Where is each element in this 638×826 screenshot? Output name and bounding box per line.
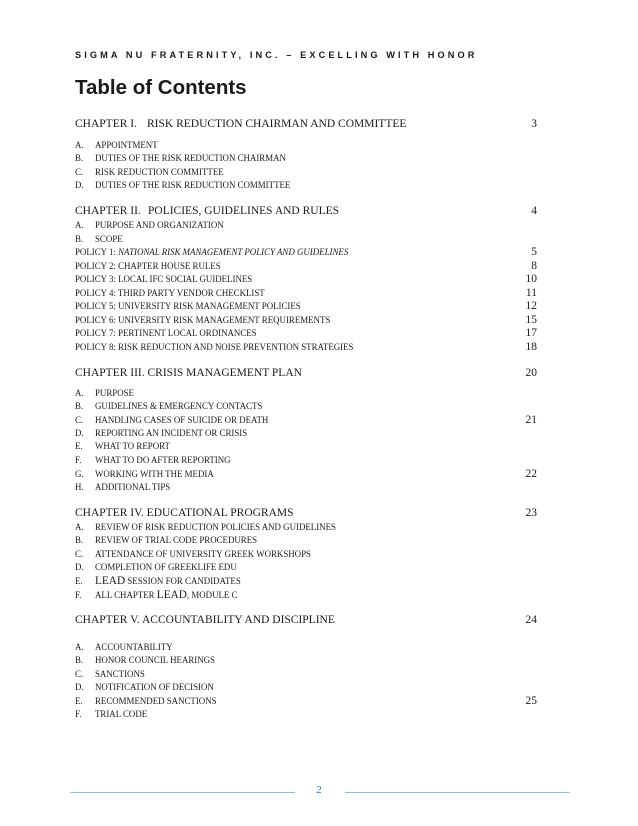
toc-item[interactable] xyxy=(75,682,537,692)
item-letter: A. xyxy=(75,522,84,532)
policy-text: NATIONAL RISK MANAGEMENT POLICY AND GUIDELINES xyxy=(118,247,349,257)
page-number: 10 xyxy=(525,273,537,285)
item-text: REVIEW OF TRIAL CODE PROCEDURES xyxy=(95,535,258,545)
item-text-caps: LEAD xyxy=(156,589,187,601)
toc-item[interactable] xyxy=(75,549,537,559)
toc-item[interactable] xyxy=(75,441,537,451)
item-text: SCOPE xyxy=(95,234,123,244)
item-letter: C. xyxy=(75,415,84,425)
toc-item[interactable] xyxy=(75,388,537,398)
page-number: 22 xyxy=(525,468,537,480)
policy-label: POLICY 4: xyxy=(75,288,116,298)
item-letter: F. xyxy=(75,455,82,465)
policy-text: CHAPTER HOUSE RULES xyxy=(118,261,221,271)
page-number: 17 xyxy=(525,327,537,339)
item-letter: C. xyxy=(75,549,84,559)
page-number: 3 xyxy=(531,118,537,130)
toc-item[interactable] xyxy=(75,655,537,665)
policy-label: POLICY 6: xyxy=(75,315,116,325)
chapter-heading: CHAPTER III. CRISIS MANAGEMENT PLAN xyxy=(75,367,302,379)
page-number: 20 xyxy=(525,367,537,379)
toc-item[interactable] xyxy=(75,140,537,150)
page-number: 15 xyxy=(525,314,537,326)
item-letter: E. xyxy=(75,576,83,586)
item-letter: D. xyxy=(75,180,84,190)
item-letter: B. xyxy=(75,153,84,163)
item-letter: E. xyxy=(75,696,83,706)
toc-chapter-1[interactable] xyxy=(75,118,537,130)
item-text: COMPLETION OF GREEKLIFE EDU xyxy=(95,562,237,572)
page-number: 23 xyxy=(525,507,537,519)
toc-item[interactable] xyxy=(75,522,537,532)
toc-item[interactable] xyxy=(75,695,537,707)
toc-policy[interactable] xyxy=(75,300,537,312)
policy-text: UNIVERSITY RISK MANAGEMENT POLICIES xyxy=(118,301,301,311)
item-text: RISK REDUCTION COMMITTEE xyxy=(95,167,224,177)
policy-label: POLICY 3: xyxy=(75,274,116,284)
item-text: ALL CHAPTER xyxy=(95,590,157,600)
item-letter: E. xyxy=(75,441,83,451)
item-text: ADDITIONAL TIPS xyxy=(95,482,171,492)
toc-item[interactable] xyxy=(75,180,537,190)
item-text: WORKING WITH THE MEDIA xyxy=(95,469,214,479)
item-text: DUTIES OF THE RISK REDUCTION CHAIRMAN xyxy=(95,153,286,163)
toc-item[interactable] xyxy=(75,468,537,480)
item-letter: D. xyxy=(75,562,84,572)
chapter-title: RISK REDUCTION CHAIRMAN AND COMMITTEE xyxy=(147,118,407,130)
running-header: SIGMA NU FRATERNITY, INC. – EXCELLING WITH HONOR xyxy=(75,50,478,60)
toc-item[interactable] xyxy=(75,414,537,426)
page-number: 4 xyxy=(531,205,537,217)
item-text: WHAT TO DO AFTER REPORTING xyxy=(95,455,231,465)
item-text: PURPOSE AND ORGANIZATION xyxy=(95,220,224,230)
toc-policy[interactable] xyxy=(75,260,537,272)
footer-page-number: 2 xyxy=(316,784,322,796)
toc-policy[interactable] xyxy=(75,246,537,258)
footer-rule-left xyxy=(70,792,295,793)
item-letter: A. xyxy=(75,388,84,398)
item-text: REVIEW OF RISK REDUCTION POLICIES AND GUIDELINES xyxy=(95,522,336,532)
toc-chapter-3[interactable] xyxy=(75,367,537,379)
item-letter: C. xyxy=(75,167,84,177)
item-text: HONOR COUNCIL HEARINGS xyxy=(95,655,215,665)
toc-item[interactable] xyxy=(75,234,537,244)
toc-policy[interactable] xyxy=(75,314,537,326)
toc-chapter-2[interactable] xyxy=(75,205,537,217)
toc-item[interactable] xyxy=(75,669,537,679)
item-text-after: , MODULE C xyxy=(186,590,238,600)
item-text: REPORTING AN INCIDENT OR CRISIS xyxy=(95,428,248,438)
toc-item[interactable] xyxy=(75,428,537,438)
item-text: NOTIFICATION OF DECISION xyxy=(95,682,214,692)
page-number: 5 xyxy=(531,246,537,258)
toc-item[interactable] xyxy=(75,401,537,411)
toc-chapter-5[interactable] xyxy=(75,614,537,626)
page-number: 11 xyxy=(525,287,537,299)
toc-item[interactable] xyxy=(75,220,537,230)
item-letter: B. xyxy=(75,535,84,545)
item-letter: D. xyxy=(75,682,84,692)
page-number: 12 xyxy=(525,300,537,312)
policy-text: THIRD PARTY VENDOR CHECKLIST xyxy=(117,288,265,298)
item-text: ACCOUNTABILITY xyxy=(95,642,173,652)
policy-text: LOCAL IFC SOCIAL GUIDELINES xyxy=(118,274,253,284)
chapter-label: CHAPTER II. xyxy=(75,205,141,217)
policy-label: POLICY 2: xyxy=(75,261,116,271)
item-letter: A. xyxy=(75,140,84,150)
toc-policy[interactable] xyxy=(75,341,537,353)
chapter-label: CHAPTER I. xyxy=(75,118,137,130)
policy-label: POLICY 7: xyxy=(75,328,116,338)
policy-label: POLICY 8: xyxy=(75,342,116,352)
item-text: SESSION FOR CANDIDATES xyxy=(125,576,241,586)
toc-policy[interactable] xyxy=(75,287,537,299)
toc-item[interactable] xyxy=(75,153,537,163)
item-text: HANDLING CASES OF SUICIDE OR DEATH xyxy=(95,415,269,425)
item-letter: F. xyxy=(75,709,82,719)
item-text: WHAT TO REPORT xyxy=(95,441,170,451)
item-text: RECOMMENDED SANCTIONS xyxy=(95,696,217,706)
item-text: DUTIES OF THE RISK REDUCTION COMMITTEE xyxy=(95,180,291,190)
page-number: 24 xyxy=(525,614,537,626)
item-letter: B. xyxy=(75,655,84,665)
chapter-heading: CHAPTER IV. EDUCATIONAL PROGRAMS xyxy=(75,507,294,519)
policy-label: POLICY 5: xyxy=(75,301,116,311)
policy-text: RISK REDUCTION AND NOISE PREVENTION STRATEGIES xyxy=(118,342,354,352)
toc-item[interactable] xyxy=(75,167,537,177)
toc-item[interactable] xyxy=(75,589,537,601)
item-letter: A. xyxy=(75,642,84,652)
item-letter: G. xyxy=(75,469,84,479)
toc-chapter-4[interactable] xyxy=(75,507,537,519)
item-text-caps: LEAD xyxy=(95,575,126,587)
toc-item[interactable] xyxy=(75,562,537,572)
toc-policy[interactable] xyxy=(75,273,537,285)
chapter-title: POLICIES, GUIDELINES AND RULES xyxy=(148,205,340,217)
page-title: Table of Contents xyxy=(75,76,247,99)
page-number: 8 xyxy=(531,260,537,272)
item-letter: C. xyxy=(75,669,84,679)
policy-text: UNIVERSITY RISK MANAGEMENT REQUIREMENTS xyxy=(118,315,331,325)
item-letter: F. xyxy=(75,590,82,600)
item-letter: H. xyxy=(75,482,84,492)
item-text: PURPOSE xyxy=(95,388,134,398)
item-text: GUIDELINES & EMERGENCY CONTACTS xyxy=(95,401,263,411)
item-letter: A. xyxy=(75,220,84,230)
toc-item[interactable] xyxy=(75,575,537,587)
page-number: 18 xyxy=(525,341,537,353)
item-text: APPOINTMENT xyxy=(95,140,158,150)
item-letter: B. xyxy=(75,234,84,244)
toc-item[interactable] xyxy=(75,482,537,492)
toc-item[interactable] xyxy=(75,642,537,652)
policy-text: PERTINENT LOCAL ORDINANCES xyxy=(118,328,257,338)
item-text: SANCTIONS xyxy=(95,669,145,679)
toc-item[interactable] xyxy=(75,535,537,545)
item-text: TRIAL CODE xyxy=(95,709,148,719)
page-number: 21 xyxy=(525,414,537,426)
chapter-heading: CHAPTER V. ACCOUNTABILITY AND DISCIPLINE xyxy=(75,614,335,626)
toc-item[interactable] xyxy=(75,709,537,719)
item-text: ATTENDANCE OF UNIVERSITY GREEK WORKSHOPS xyxy=(95,549,311,559)
footer-rule-right xyxy=(345,792,570,793)
toc-policy[interactable] xyxy=(75,327,537,339)
item-letter: B. xyxy=(75,401,84,411)
item-letter: D. xyxy=(75,428,84,438)
page-number: 25 xyxy=(525,695,537,707)
policy-label: POLICY 1: xyxy=(75,247,116,257)
toc-item[interactable] xyxy=(75,455,537,465)
